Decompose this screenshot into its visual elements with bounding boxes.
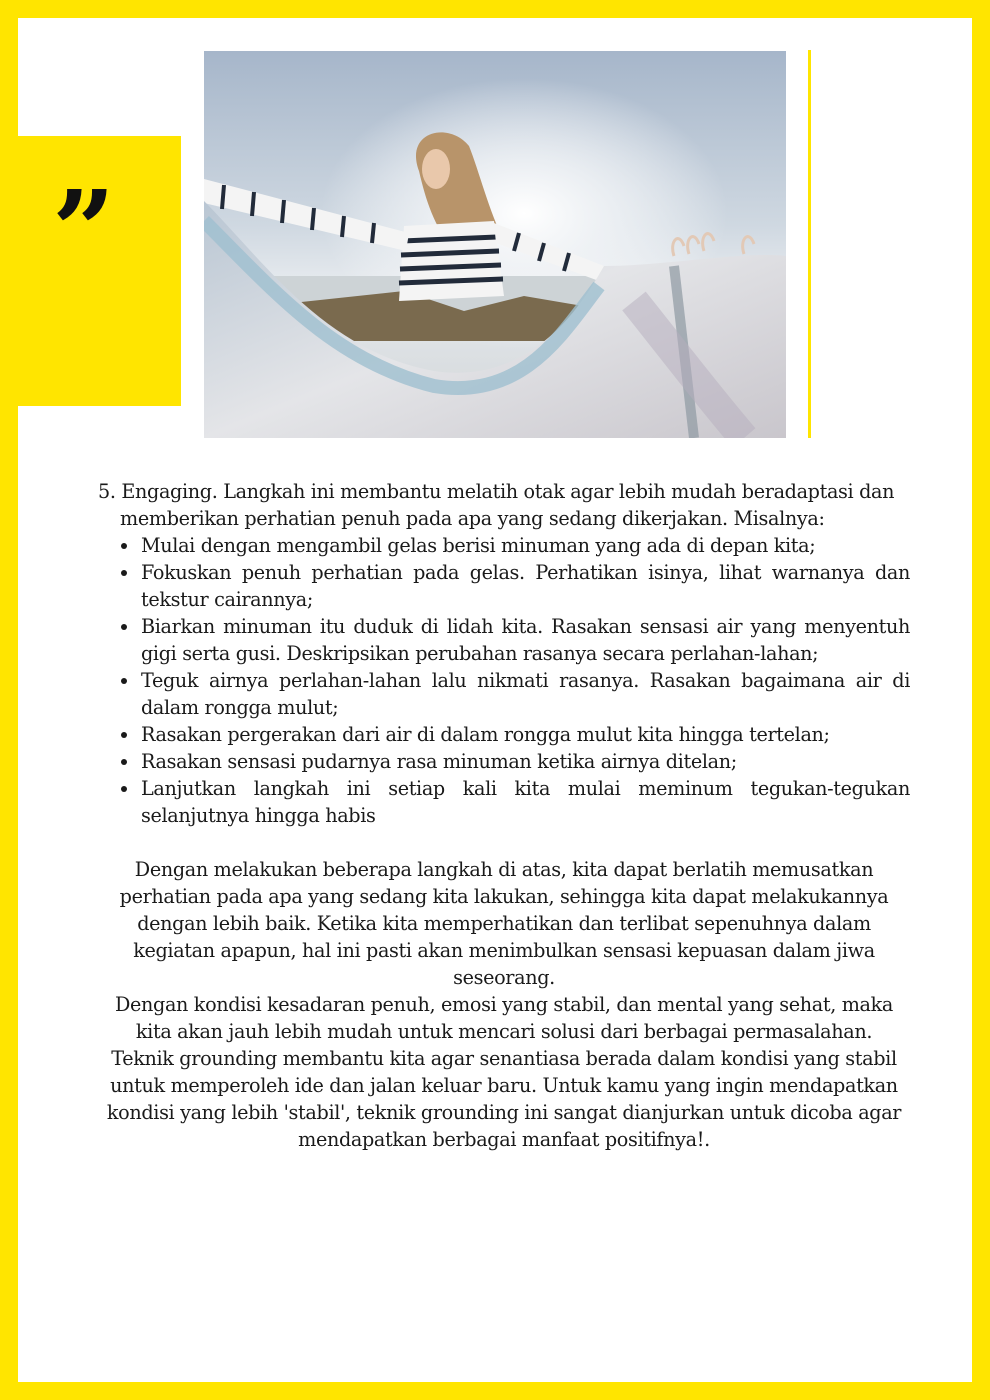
list-item: Biarkan minuman itu duduk di lidah kita. Rasakan sensasi air yang menyentuh gigi serta gusi. Deskripsikan perubahan rasanya secara perlahan-lahan; — [141, 615, 910, 665]
list-item: Mulai dengan mengambil gelas berisi minuman yang ada di depan kita; — [141, 532, 910, 559]
page — [18, 18, 972, 1382]
list-item: Teguk airnya perlahan-lahan lalu nikmati rasanya. Rasakan bagaimana air di dalam rongga mulut; — [141, 669, 910, 719]
summary-paragraph-1: Dengan melakukan beberapa langkah di atas, kita dapat berlatih memusatkan perhatian pada apa yang sedang kita lakukan, sehingga kita dapat melakukannya dengan lebih baik. Ketika kita memperhatikan dan terlibat sepenuhnya dalam kegiatan apapun, hal ini pasti akan menimbulkan sensasi kepuasan dalam jiwa seseorang. — [119, 858, 889, 989]
list-item: Rasakan pergerakan dari air di dalam rongga mulut kita hingga tertelan; — [141, 721, 910, 748]
quote-mark-icon: ” — [52, 166, 110, 295]
quote-block — [18, 136, 181, 406]
photo-illustration — [204, 51, 786, 438]
list-item: Rasakan sensasi pudarnya rasa minuman ketika airnya ditelan; — [141, 748, 910, 775]
step-5-intro: 5. Engaging. Langkah ini membantu melatih otak agar lebih mudah beradaptasi dan memberikan perhatian penuh pada apa yang sedang dikerjakan. Misalnya: — [98, 480, 895, 530]
article-content — [98, 478, 910, 1153]
accent-line — [808, 50, 811, 438]
spacer — [98, 829, 910, 856]
bullet-list — [98, 532, 910, 829]
list-item: Fokuskan penuh perhatian pada gelas. Perhatikan isinya, lihat warnanya dan tekstur cairannya; — [141, 561, 910, 611]
summary-paragraph-2: Dengan kondisi kesadaran penuh, emosi yang stabil, dan mental yang sehat, maka kita akan jauh lebih mudah untuk mencari solusi dari berbagai permasalahan. Teknik grounding membantu kita agar senantiasa berada dalam kondisi yang stabil untuk memperoleh ide dan jalan keluar baru. Untuk kamu yang ingin mendapatkan kondisi yang lebih 'stabil', teknik grounding ini sangat dianjurkan untuk dicoba agar mendapatkan berbagai manfaat positifnya!. — [106, 993, 902, 1151]
list-item: Lanjutkan langkah ini setiap kali kita mulai meminum tegukan-tegukan selanjutnya hingga habis — [141, 777, 910, 827]
woman-with-scarf-beach-photo — [204, 51, 786, 438]
